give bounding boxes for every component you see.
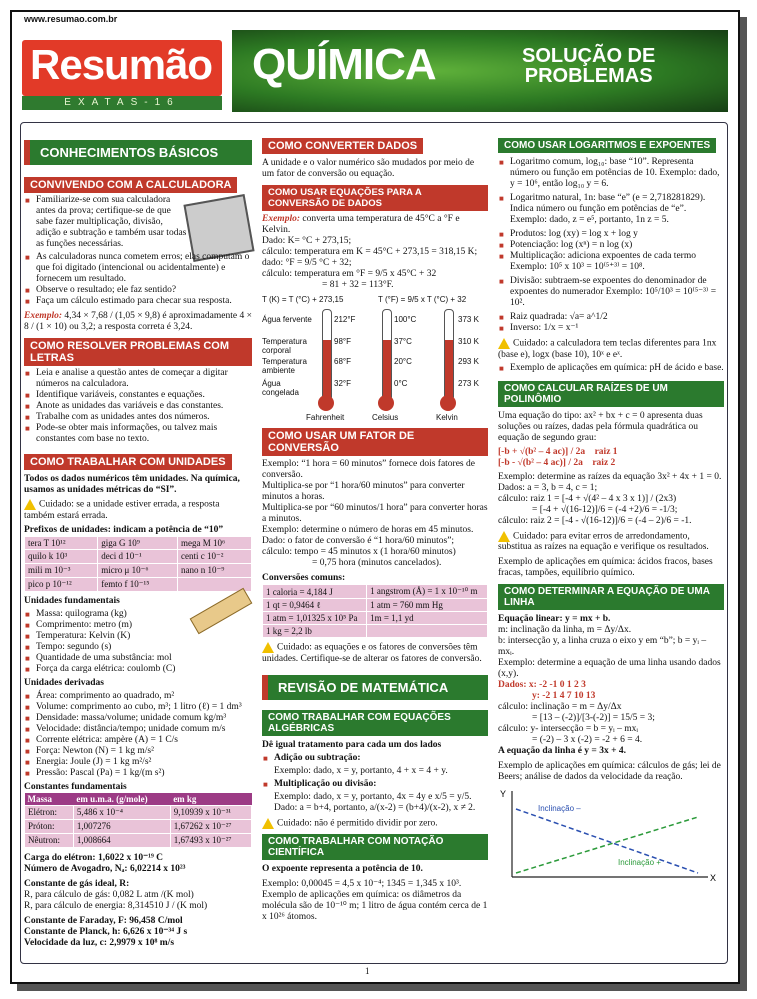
eq-line: dado: °F = 9/5 °C + 32;: [262, 258, 352, 268]
list-item: ■ Identifique variáveis, constantes e equações.: [36, 390, 252, 401]
logo-word: Resumão: [30, 41, 213, 88]
factor-line: = 0,75 hora (minutos cancelados).: [312, 558, 442, 568]
factor-line: Dado: o fator de conversão é “1 hora/60 minutos”;: [262, 536, 455, 546]
log-app-list: [498, 363, 724, 374]
banner: [232, 30, 728, 112]
poly-line: Dados: a = 3, b = 4, c = 1;: [498, 482, 598, 493]
line-line: cálculo: inclinação = m = Δy/Δx: [498, 702, 622, 713]
gas-heading: Constante de gás ideal, R:: [24, 878, 130, 889]
list-item: ■ Densidade: massa/volume; unidade comum kg/m³: [36, 713, 252, 724]
eq-line: Dado: K= °C + 273,15;: [262, 236, 352, 246]
list-item: ■ Inverso: 1/x = x⁻¹: [510, 323, 724, 334]
factor-line: Multiplica-se por “60 minutos/1 hora” para converter horas a minutos.: [262, 503, 488, 524]
fund-list: [24, 609, 252, 675]
y-axis-label: Y: [500, 789, 507, 800]
list-item: ■ Área: comprimento ao quadrado, m²: [36, 691, 252, 702]
list-item: ■ Força: Newton (N) = 1 kg m/s²: [36, 746, 252, 757]
poly-line: Exemplo: determine as raízes da equação 3x² + 4x + 1 = 0.: [498, 471, 722, 482]
algebra-list: [262, 753, 488, 764]
list-item: ■ Quantidade de uma substância: mol: [36, 653, 252, 664]
list-item: ■ Logaritmo comum, log₁₀: base “10”. Representa número ou função em potências de 10. Exemplo: dado, y = 10⁶, então log₁₀ y = 6.: [510, 157, 724, 190]
conversion-table: [262, 584, 488, 638]
convert-heading: COMO CONVERTER DADOS: [262, 138, 423, 154]
faraday: Constante de Faraday, F: 96,458 C/mol: [24, 915, 183, 926]
factor-line: Exemplo: determine o número de horas em 45 minutos.: [262, 525, 474, 535]
list-item: ■ Adição ou subtração:: [274, 753, 488, 764]
negative-slope-line: [516, 809, 698, 873]
logo-sub: EXATAS-16: [22, 96, 222, 110]
gas-const-2: R, para cálculo de energia: 8,314510 J / (K mol): [24, 900, 208, 911]
alg-example: Exemplo: dado, x = y, portanto, 4 + x = 4 + y.: [274, 765, 448, 776]
column-1: [24, 130, 252, 949]
avogadro: Número de Avogadro, Nₐ: 6,02214 x 10²³: [24, 863, 186, 874]
formula-1: [-b + √(b² – 4 ac)] / 2a: [498, 446, 586, 457]
gas-const-1: R, para cálculo de gás: 0,082 L atm /(K mol): [24, 889, 194, 900]
log-warning: Cuidado: a calculadora tem teclas diferentes para 1nx (base e), logx (base 10), 10ˣ e eˣ.: [498, 338, 717, 360]
list-item: ■ Exemplo de aplicações em química: pH de ácido e base.: [510, 363, 724, 374]
poly-heading: COMO CALCULAR RAÍZES DE UM POLINÔMIO: [498, 381, 724, 407]
equation-heading: COMO USAR EQUAÇÕES PARA A CONVERSÃO DE DADOS: [262, 185, 488, 211]
x-axis-label: X: [710, 873, 717, 884]
poly-app: Exemplo de aplicações em química: ácidos fracos, bases fracas, tampões, equilíbrio químico.: [498, 557, 713, 579]
site-url[interactable]: www.resumao.com.br: [24, 14, 118, 24]
line-line: = [13 – (-2)]/[3-(-2)] = 15/5 = 3;: [532, 713, 655, 724]
list-item: ■ Divisão: subtraem-se expoentes do denominador de expoentes do numerador Exemplo: 10⁵/10³ = 10⁽⁵⁻³⁾ = 10².: [510, 276, 724, 309]
electron-charge: Carga do elétron: 1,6022 x 10⁻¹⁹ C: [24, 852, 164, 863]
column-2: COMO CONVERTER DADOS A unidade e o valor numérico são mudados por meio de um fator de conversão ou equação. COMO USAR EQUAÇÕES PARA A CONVERSÃO DE DADOS Exemplo: converta uma temperatura de 45°C a °F e Kelvin. Dado: K= °C + 273,15; cálculo: temperatura em K = 45°C + 273,15 = 318,15 K; dado: °F = 9/5 °C + 32; cálculo: temperatura em °F = 9/5 x 45°C + 32 = 81 + 32 = 113°F. T (K) = T (°C) + 273,15 T (°F) = 9/5 x T (°C) + 32 Água fervente 212°F 100°C 373 K Temperatura corporal 98°F 37°C 310 K Temperatura ambiente 68°F 20°C 293 K Água congelada 32°F 0°C 273 K Fahrenheit Celsius Kelvin COMO USAR UM FATOR DE CONVERSÃO Exemplo: “1 hora = 60 minutos” fornece dois fatores de conversão. Multiplica-se por “1 hora/60 minutos” para converter minutos a horas. Multiplica-se por “60 minutos/1 hora” para converter horas a minutos. Exemplo: determine o número de horas em 45 minutos. Dado: o fator de conversão é “1 hora/60 minutos”; cálculo: tempo = 45 minutos x (1 hora/60 minutos) = 0,75 hora (minutos cancelados). Conversões comuns: 1 caloria = 4,184 J 1 angstrom (Å) = 1 x 10⁻¹⁰ m 1 qt = 0,9464 ℓ 1 atm = 760 mm Hg 1 atm = 1,01325 x 10⁵ Pa 1m = 1,1 yd 1 kg = 2,2 lb Cuidado: as equações e os fatores de conversões têm unidades. Certifique-se de alterar os fatores de conversão. REVISÃO DE MATEMÁTICA COMO TRABALHAR COM EQUAÇÕES ALGÉBRICAS Dê igual tratamento para cada um dos lados ■ Adição ou subtração: Exemplo: dado, x = y, portanto, 4 + x = 4 + y. ■ Multiplicação ou divisão: Exemplo: dado, x = y, portanto, 4x = 4y e x/5 = y/5. Dado: a = b+4, portanto, a/(x-2) = (b+4)/(x-2), x ≠ 2. Cuidado: não é permitido dividir por zero. COMO TRABALHAR COM NOTAÇÃO CIENTÍFICA O expoente representa a potência de 10. Exemplo: 0,00045 = 4,5 x 10⁻⁴; 1345 = 1,345 x 10³. Exemplo de aplicações em química: os diâmetros da molécula são de 10⁻¹⁰ m; 1 litro de água contém cerca de 1 x 10²⁶ átomos.: [262, 130, 488, 923]
list-item: ■ Massa: quilograma (kg): [36, 609, 252, 620]
poly-line: = [-4 + √(16-12)]/6 = (-4 +2)/6 = -1/3;: [532, 504, 678, 515]
list-item: ■ Comprimento: metro (m): [36, 620, 252, 631]
table-row: Próton: 1,007276 1,67262 x 10⁻²⁷: [25, 819, 252, 833]
alg-example: Exemplo: dado, x = y, portanto, 4x = 4y e x/5 = y/5.: [274, 791, 472, 802]
list-item: ■ Produtos: log (xy) = log x + log y: [510, 229, 724, 240]
warning-icon: [498, 531, 510, 542]
warning-icon: [262, 818, 274, 829]
factor-heading: COMO USAR UM FATOR DE CONVERSÃO: [262, 428, 488, 456]
list-item: ■ Potenciação: log (xⁿ) = n log (x): [510, 240, 724, 251]
const-heading: Constantes fundamentais: [24, 781, 127, 792]
units-warning: Cuidado: se a unidade estiver errada, a resposta também estará errada.: [24, 499, 220, 521]
line-heading: COMO DETERMINAR A EQUAÇÃO DE UMA LINHA: [498, 584, 724, 610]
table-row: tera T 10¹² giga G 10⁹ mega M 10⁶: [25, 536, 252, 549]
poly-warning: Cuidado: para evitar erros de arredondamento, substitua as raízes na equação e verifique os resultados.: [498, 531, 709, 553]
example-label: Exemplo:: [24, 311, 62, 321]
calc-heading: CONVIVENDO COM A CALCULADORA: [24, 177, 237, 193]
line-line: cálculo: y- intersecção = b = yᵢ – mxᵢ: [498, 724, 638, 735]
deriv-heading: Unidades derivadas: [24, 677, 104, 688]
light-speed: Velocidade da luz, c: 2,9979 x 10⁸ m/s: [24, 937, 175, 948]
log-heading: COMO USAR LOGARITMOS E EXPOENTES: [498, 138, 716, 153]
banner-subtitle: SOLUÇÃO DE PROBLEMAS: [522, 45, 656, 87]
list-item: ■ Multiplicação: adiciona expoentes de cada termo Exemplo: 10⁵ x 10³ = 10⁽⁵⁺³⁾ = 10⁸.: [510, 251, 724, 273]
poly-intro: Uma equação do tipo: ax² + bx + c = 0 apresenta duas soluções ou raízes, dadas pela fórmula quadrática ou equação de segundo grau:: [498, 410, 703, 443]
factor-line: cálculo: tempo = 45 minutos x (1 hora/60 minutos): [262, 547, 456, 557]
line-line: Equação linear: y = mx + b.: [498, 614, 611, 625]
eq-line: = 81 + 32 = 113°F.: [322, 280, 394, 290]
algebra-list-2: [262, 779, 488, 790]
list-item: ■ Corrente elétrica: ampère (A) = 1 C/s: [36, 735, 252, 746]
prefix-table: [24, 536, 252, 592]
line-line: b: intersecção y, a linha cruza o eixo y em “b”; b = yᵢ – mxᵢ.: [498, 636, 707, 658]
list-item: ■ Trabalhe com as unidades antes dos números.: [36, 412, 252, 423]
algebra-heading: COMO TRABALHAR COM EQUAÇÕES ALGÉBRICAS: [262, 710, 488, 736]
table-header: Massa em u.m.a. (g/mole) em kg: [25, 793, 252, 806]
list-item: ■ As calculadoras nunca cometem erros; elas computam o que foi digitado (intencional ou acidentalmente) e fornecem um resultado.: [36, 252, 252, 285]
alg-example: Dado: a = b+4, portanto, a/(x-2) = (b+4)/(x-2), x ≠ 2.: [274, 802, 476, 813]
list-item: ■ Pode-se obter mais informações, ou talvez mais constantes com base no texto.: [36, 423, 252, 445]
poly-line: cálculo: raiz 2 = [-4 - √(16-12)]/6 = (-4 – 2)/6 = -1.: [498, 515, 692, 526]
list-item: ■ Força da carga elétrica: coulomb (C): [36, 664, 252, 675]
example-label: Exemplo:: [262, 214, 300, 224]
warning-icon: [24, 499, 36, 510]
sci-heading: COMO TRABALHAR COM NOTAÇÃO CIENTÍFICA: [262, 834, 488, 860]
algebra-intro: Dê igual tratamento para cada um dos lados: [262, 739, 442, 750]
convert-text: A unidade e o valor numérico são mudados por meio de um fator de conversão ou equação.: [262, 158, 475, 179]
deriv-list: [24, 691, 252, 779]
letters-heading: COMO RESOLVER PROBLEMAS COM LETRAS: [24, 338, 252, 366]
list-item: ■ Volume: comprimento ao cubo, m³; 1 litro (ℓ) = 1 dm³: [36, 702, 252, 713]
planck: Constante de Planck, h: 6,626 x 10⁻³⁴ J s: [24, 926, 188, 937]
neg-slope-label: Inclinação –: [538, 804, 581, 814]
factor-line: Multiplica-se por “1 hora/60 minutos” para converter minutos a horas.: [262, 481, 465, 502]
common-conv-heading: Conversões comuns:: [262, 573, 346, 583]
formula-2: [-b - √(b² – 4 ac)] / 2a: [498, 457, 583, 468]
list-item: ■ Faça um cálculo estimado para checar sua resposta.: [36, 296, 252, 307]
list-item: ■ Leia e analise a questão antes de começar a digitar números na calculadora.: [36, 368, 252, 390]
root-2-label: raiz 2: [592, 457, 616, 468]
table-row: pico p 10⁻¹² femto f 10⁻¹⁵: [25, 577, 252, 591]
line-line: A equação da linha é y = 3x + 4.: [498, 746, 627, 757]
table-row: 1 qt = 0,9464 ℓ 1 atm = 760 mm Hg: [263, 599, 488, 612]
slope-graph: [498, 787, 718, 887]
list-item: ■ Pressão: Pascal (Pa) = 1 kg/(m s²): [36, 768, 252, 779]
root-1-label: raiz 1: [594, 446, 618, 457]
const-table: [24, 793, 252, 848]
table-row: mili m 10⁻³ micro μ 10⁻⁶ nano n 10⁻⁹: [25, 563, 252, 577]
table-row: Nêutron: 1,008664 1,67493 x 10⁻²⁷: [25, 833, 252, 847]
list-item: ■ Logaritmo natural, 1n: base “e” (e = 2,718281829). Indica número ou função em potências de “e”. Exemplo: dado, z = e⁵, portanto, 1n z = 5.: [510, 193, 724, 226]
line-line: Exemplo: determine a equação de uma linha usando dados (x,y).: [498, 658, 721, 680]
list-item: ■ Multiplicação ou divisão:: [274, 779, 488, 790]
units-intro: Todos os dados numéricos têm unidades. Na química, usamos as unidades métricas do “SI”.: [24, 474, 240, 495]
line-line: y: -2 1 4 7 10 13: [532, 691, 596, 702]
list-item: ■ Velocidade: distância/tempo; unidade comum m/s: [36, 724, 252, 735]
eq-line: cálculo: temperatura em K = 45°C + 273,15 = 318,15 K;: [262, 247, 478, 257]
table-row: 1 atm = 1,01325 x 10⁵ Pa 1m = 1,1 yd: [263, 612, 488, 625]
letters-list: [24, 368, 252, 445]
list-item: ■ Familiarize-se com sua calculadora antes da prova; certifique-se de que sabe fazer multiplicação, divisão, adição e subtração e também usar todas as funções necessárias.: [36, 195, 188, 250]
line-line: Dados: x: -2 -1 0 1 2 3: [498, 680, 586, 691]
list-item: ■ Anote as unidades das variáveis e das constantes.: [36, 401, 252, 412]
table-row: quilo k 10³ deci d 10⁻¹ centi c 10⁻²: [25, 549, 252, 563]
banner-title: QUÍMICA: [252, 40, 436, 89]
calc-list: [24, 195, 188, 250]
positive-slope-line: [516, 817, 698, 873]
page-number: 1: [365, 966, 370, 976]
prefix-heading: Prefixos de unidades: indicam a potência de “10”: [24, 524, 224, 535]
column-3: [498, 130, 724, 892]
list-item: ■ Raiz quadrada: √a= a^1/2: [510, 312, 724, 323]
log-list: [498, 157, 724, 334]
list-item: ■ Energia: Joule (J) = 1 kg m²/s²: [36, 757, 252, 768]
warning-icon: [262, 642, 274, 653]
list-item: ■ Observe o resultado; ele faz sentido?: [36, 285, 252, 296]
poly-line: cálculo: raiz 1 = [-4 + √(4² – 4 x 3 x 1)] / (2x3): [498, 493, 677, 504]
logo: [22, 40, 222, 96]
table-row: 1 caloria = 4,184 J 1 angstrom (Å) = 1 x 10⁻¹⁰ m: [263, 585, 488, 599]
sci-intro: O expoente representa a potência de 10.: [262, 864, 423, 875]
warning-icon: [498, 338, 510, 349]
section-title-math: REVISÃO DE MATEMÁTICA: [262, 675, 488, 700]
sci-example: Exemplo: 0,00045 = 4,5 x 10⁻⁴; 1345 = 1,345 x 10³.: [262, 879, 462, 890]
eq-line: cálculo: temperatura em °F = 9/5 x 45°C + 32: [262, 269, 437, 279]
line-app: Exemplo de aplicações em química: cálculos de gás; lei de Beers; análise de dados da velocidade da reação.: [498, 761, 721, 783]
list-item: ■ Tempo: segundo (s): [36, 642, 252, 653]
line-line: = (-2) – 3 x (-2) = -2 + 6 = 4.: [532, 735, 643, 746]
alg-warning: Cuidado: não é permitido dividir por zero.: [277, 818, 438, 829]
table-row: 1 kg = 2,2 lb: [263, 625, 488, 638]
line-line: m: inclinação da linha, m = Δy/Δx.: [498, 625, 632, 636]
calc-example: 4,34 × 7,68 / (1,05 × 9,8) é aproximadamente 4 × 8 / (1 × 10) ou 3,2; a resposta correta é 3,24.: [24, 311, 252, 332]
pos-slope-label: Inclinação +: [618, 858, 661, 868]
conv-warning: Cuidado: as equações e os fatores de conversões têm unidades. Certifique-se de alterar os fatores de conversão.: [262, 642, 482, 664]
fund-heading: Unidades fundamentais: [24, 595, 120, 606]
factor-line: Exemplo: “1 hora = 60 minutos” fornece dois fatores de conversão.: [262, 459, 475, 480]
table-row: Elétron: 5,486 x 10⁻⁴ 9,10939 x 10⁻³¹: [25, 805, 252, 819]
list-item: ■ Temperatura: Kelvin (K): [36, 631, 252, 642]
calc-list-2: [24, 252, 252, 307]
units-heading: COMO TRABALHAR COM UNIDADES: [24, 454, 232, 470]
sci-app: Exemplo de aplicações em química: os diâmetros da molécula são de 10⁻¹⁰ m; 1 litro de água contém cerca de 1 x 10²⁶ átomos.: [262, 890, 488, 923]
section-title-basics: CONHECIMENTOS BÁSICOS: [24, 140, 252, 165]
header: [22, 30, 728, 112]
thermometer-diagram: T (K) = T (°C) + 273,15 T (°F) = 9/5 x T (°C) + 32 Água fervente 212°F 100°C 373 K Temperatura corporal 98°F 37°C 310 K Temperatura ambiente 68°F 20°C 293 K Água congelada 32°F 0°C 273 K Fahrenheit Celsius Kelvin: [262, 295, 479, 422]
